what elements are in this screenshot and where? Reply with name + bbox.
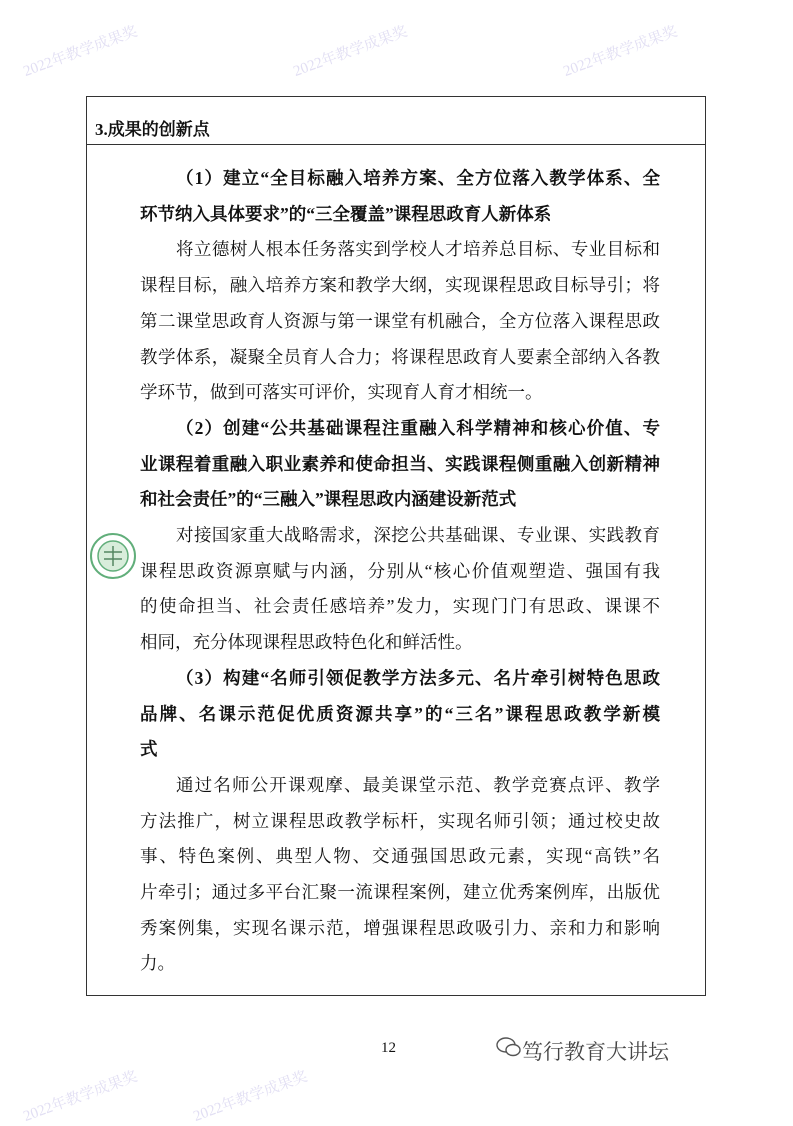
watermark-text: 2022年教学成果奖 (21, 1068, 140, 1125)
body-text-line: 对接国家重大战略需求，深挖公共基础课、专业课、实践教育 (176, 525, 660, 545)
watermark-text: 2022年教学成果奖 (191, 1068, 310, 1125)
body-text-line: 通过名师公开课观摩、最美课堂示范、教学竞赛点评、教学 (176, 774, 660, 795)
watermark-text: 2022年教学成果奖 (291, 23, 410, 80)
watermark-text: 2022年教学成果奖 (561, 23, 680, 80)
subheading-line: （1）建立“全目标融入培养方案、全方位落入教学体系、全 (176, 168, 660, 188)
subheading-line: 和社会责任”的“三融入”课程思政内涵建设新范式 (140, 489, 517, 510)
body-text-line: 学环节，做到可落实可评价，实现育人育才相统一。 (140, 382, 543, 403)
body-text-line: 相同，充分体现课程思政特色化和鲜活性。 (140, 632, 473, 653)
body-text-line: 的使命担当、社会责任感培养”发力，实现门门有思政、课课不 (140, 596, 660, 617)
page-number: 12 (381, 1040, 396, 1056)
footer-brand: 笃行教育大讲坛 (522, 1040, 669, 1064)
body-text-line: 将立德树人根本任务落实到学校人才培养总目标、专业目标和 (176, 239, 660, 260)
body-text-line: 课程目标，融入培养方案和教学大纲，实现课程思政目标导引；将 (140, 275, 660, 296)
subheading-line: 式 (140, 739, 158, 760)
body-text-line: 片牵引；通过多平台汇聚一流课程案例，建立优秀案例库，出版优 (140, 882, 660, 902)
body-text-line: 课程思政资源禀赋与内涵，分别从“核心价值观塑造、强国有我 (140, 560, 660, 581)
body-text-line: 方法推广，树立课程思政教学标杆，实现名师引领；通过校史故 (140, 810, 660, 831)
body-text-line: 力。 (140, 953, 175, 974)
subheading-line: （2）创建“公共基础课程注重融入科学精神和核心价值、专 (176, 417, 660, 438)
subheading-line: 品牌、名课示范促优质资源共享”的“三名”课程思政教学新模 (140, 703, 660, 724)
subheading-line: 环节纳入具体要求”的“三全覆盖”课程思政育人新体系 (140, 203, 552, 224)
body-text-line: 事、特色案例、典型人物、交通强国思政元素，实现“高铁”名 (140, 846, 660, 867)
watermark-text: 2022年教学成果奖 (21, 23, 140, 80)
body-text-line: 秀案例集，实现名课示范，增强课程思政吸引力、亲和力和影响 (140, 917, 660, 938)
body-text-line: 第二课堂思政育人资源与第一课堂有机融合，全方位落入课程思政 (140, 310, 660, 331)
body-text-line: 教学体系，凝聚全员育人合力；将课程思政育人要素全部纳入各教 (140, 346, 660, 367)
subheading-line: （3）构建“名师引领促教学方法多元、名片牵引树特色思政 (176, 667, 660, 688)
section-title: 3.成果的创新点 (95, 120, 210, 139)
subheading-line: 业课程着重融入职业素养和使命担当、实践课程侧重融入创新精神 (140, 453, 660, 474)
